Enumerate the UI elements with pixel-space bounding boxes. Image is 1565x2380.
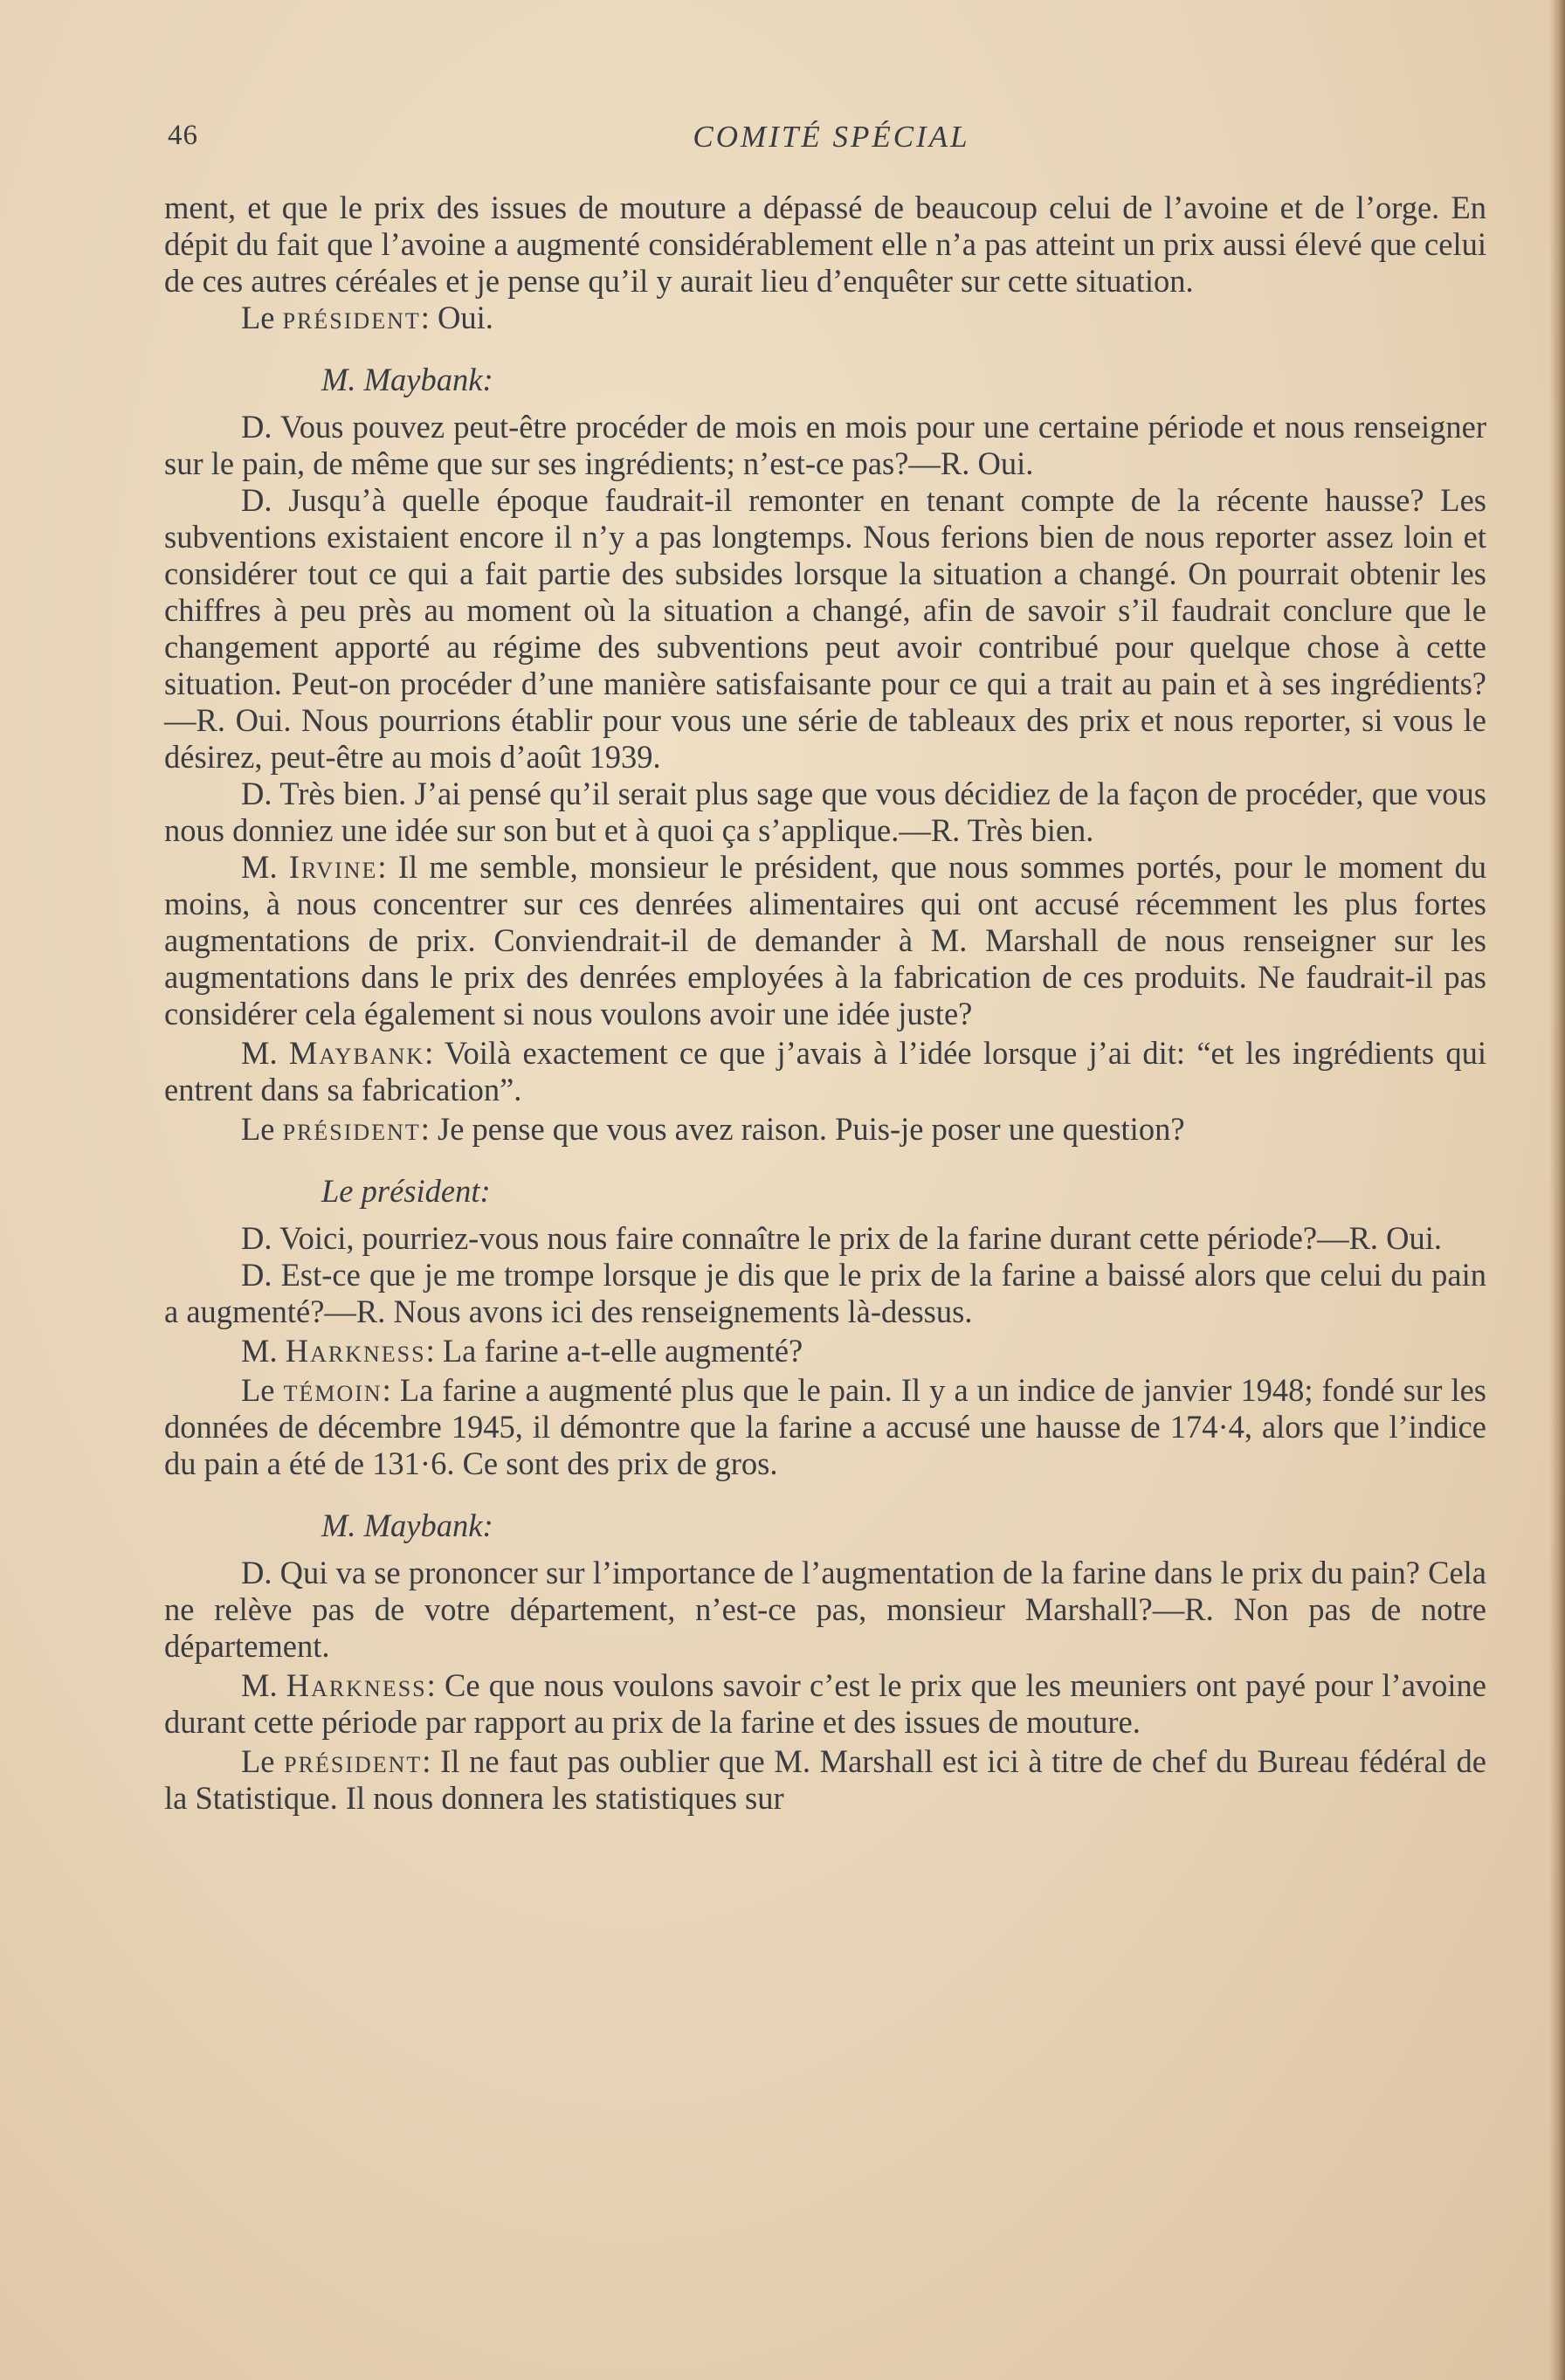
speaker-heading: M. Maybank: xyxy=(321,1507,493,1543)
question-paragraph: D. Jusqu’à quelle époque faudrait-il remonter en tenant compte de la récente hausse? Les subventions existaient encore il n’y a pas longtemps. Nous ferions bien de nous reporter assez loin et considérer tout ce qui a fait partie des subsides lorsque la situation a changé. On pourrait obtenir les chiffres à peu près au moment où la situation a changé, afin de savoir s’il faudrait conclure que le changement apporté au régime des subventions peut avoir contribué pour quelque chose à cette situation. Peut-on procéder d’une manière satisfaisante pour ce qui a trait au pain et à ses ingrédients?—R. Oui. Nous pourrions établir pour vous une série de tableaux des prix et nous reporter, si vous le désirez, peut-être au mois d’août 1939. xyxy=(164,482,1486,775)
page-number: 46 xyxy=(168,120,198,151)
speaker-name: Maybank xyxy=(288,1035,425,1071)
speaker-paragraph: Le président: Il ne faut pas oublier que M. Marshall est ici à titre de chef du Bureau fédéral de la Statistique. Il nous donnera les statistiques sur xyxy=(164,1743,1486,1816)
speaker-name: Harkness xyxy=(285,1333,426,1369)
question-paragraph: D. Très bien. J’ai pensé qu’il serait plus sage que vous décidiez de la façon de procéder, que vous nous donniez une idée sur son but et à quoi ça s’applique.—R. Très bien. xyxy=(164,776,1486,848)
speaker-paragraph: Le président: Oui. xyxy=(241,300,493,335)
speaker-name: président xyxy=(282,1111,421,1147)
page-header xyxy=(168,120,1486,163)
speaker-paragraph: M. Harkness: Ce que nous voulons savoir c’est le prix que les meuniers ont payé pour l’avoine durant cette période par rapport au prix de la farine et des issues de mouture. xyxy=(164,1667,1486,1740)
speaker-name: président xyxy=(284,1743,423,1779)
running-title: COMITÉ SPÉCIAL xyxy=(693,120,970,154)
page-body xyxy=(164,190,1486,1817)
speaker-paragraph: Le président: Je pense que vous avez raison. Puis-je poser une question? xyxy=(241,1111,1185,1147)
speaker-paragraph: Le témoin: La farine a augmenté plus que le pain. Il y a un indice de janvier 1948; fondé sur les données de décembre 1945, il démontre que la farine a accusé une hausse de 174·4, alors que l’indice du pain a été de 131·6. Ce sont des prix de gros. xyxy=(164,1372,1487,1481)
speaker-heading: Le président: xyxy=(321,1173,491,1209)
question-paragraph: D. Vous pouvez peut-être procéder de mois en mois pour une certaine période et nous renseigner sur le pain, de même que sur ses ingrédients; n’est-ce pas?—R. Oui. xyxy=(164,409,1486,481)
paragraph: ment, et que le prix des issues de mouture a dépassé de beaucoup celui de l’avoine et de l’orge. En dépit du fait que l’avoine a augmenté considérablement elle n’a pas atteint un prix aussi élevé que celui de ces autres céréales et je pense qu’il y aurait lieu d’enquêter sur cette situation. xyxy=(164,190,1486,299)
question-paragraph: D. Voici, pourriez-vous nous faire connaître le prix de la farine durant cette période?—R. Oui. xyxy=(241,1220,1443,1256)
speaker-name: président xyxy=(282,300,421,335)
speaker-name: Harkness xyxy=(286,1667,427,1703)
question-paragraph: D. Qui va se prononcer sur l’importance de l’augmentation de la farine dans le prix du pain? Cela ne relève pas de votre département, n’est-ce pas, monsieur Marshall?—R. Non pas de notre département. xyxy=(164,1555,1486,1664)
speaker-paragraph: M. Irvine: Il me semble, monsieur le président, que nous sommes portés, pour le moment du moins, à nous concentrer sur ces denrées alimentaires qui ont accusé récemment les plus fortes augmentations de prix. Conviendrait-il de demander à M. Marshall de nous renseigner sur les augmentations dans le prix des denrées employées à la fabrication de ces produits. Ne faudrait-il pas considérer cela également si nous voulons avoir une idée juste? xyxy=(164,849,1486,1031)
speaker-name: témoin xyxy=(283,1372,383,1408)
speaker-name: Irvine xyxy=(288,849,378,885)
speaker-heading: M. Maybank: xyxy=(321,362,493,397)
page-edge-shadow xyxy=(1549,0,1565,2380)
question-paragraph: D. Est-ce que je me trompe lorsque je dis que le prix de la farine a baissé alors que celui du pain a augmenté?—R. Nous avons ici des renseignements là-dessus. xyxy=(164,1257,1486,1329)
speaker-paragraph: M. Maybank: Voilà exactement ce que j’avais à l’idée lorsque j’ai dit: “et les ingrédients qui entrent dans sa fabrication”. xyxy=(164,1035,1486,1107)
speaker-paragraph: M. Harkness: La farine a-t-elle augmenté? xyxy=(241,1333,803,1369)
